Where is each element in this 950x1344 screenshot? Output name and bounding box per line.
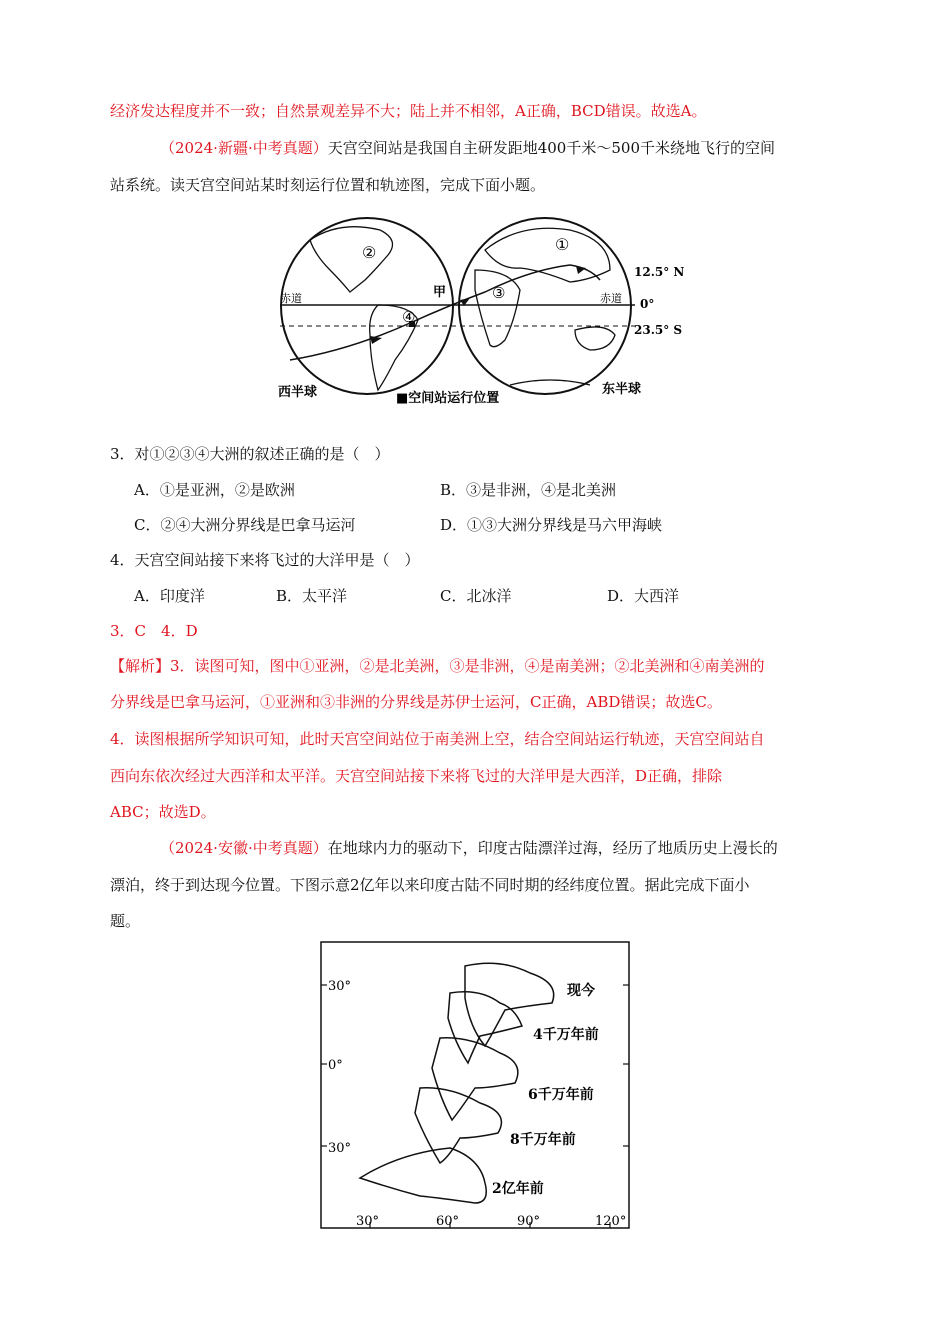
intro-text-cont-2: 题。 xyxy=(110,912,141,930)
label-40ma: 4千万年前 xyxy=(533,1027,599,1043)
label-continent-4: ④ xyxy=(402,308,416,326)
y-label-30s: 30° xyxy=(328,1141,352,1156)
q3-option-b[interactable]: B．③是非洲，④是北美洲 xyxy=(440,481,617,499)
label-ocean-jia: 甲 xyxy=(433,285,447,300)
y-label-0: 0° xyxy=(328,1058,343,1073)
answer-continuation: 经济发达程度并不一致；自然景观差异不大；陆上并不相邻，A正确，BCD错误。故选A。 xyxy=(110,102,707,120)
y-label-30n: 30° xyxy=(328,979,352,994)
antarctica-outline xyxy=(510,380,590,385)
africa-outline xyxy=(475,270,520,347)
q3-stem: 3．对①②③④大洲的叙述正确的是（ ） xyxy=(110,445,390,463)
label-80ma: 8千万年前 xyxy=(510,1132,576,1148)
source-tag: （2024·新疆·中考真题） xyxy=(160,139,328,157)
answer-key: 3．C 4．D xyxy=(110,622,198,640)
analysis-line-2: 分界线是巴拿马运河，①亚洲和③非洲的分界线是苏伊士运河，C正确，ABD错误；故选C。 xyxy=(110,693,722,711)
orbit-arrow-1 xyxy=(370,336,382,344)
india-40ma xyxy=(448,992,522,1063)
analysis-line-5: ABC；故选D。 xyxy=(110,803,216,821)
x-label-90: 90° xyxy=(517,1214,541,1229)
intro-text: 天宫空间站是我国自主研发距地400千米～500千米绕地飞行的空间 xyxy=(327,139,775,157)
q4-option-c[interactable]: C．北冰洋 xyxy=(440,587,512,605)
q4-stem: 4．天宫空间站接下来将飞过的大洋甲是（ ） xyxy=(110,551,420,569)
label-station-legend: ■空间站运行位置 xyxy=(396,391,500,406)
orbit-track xyxy=(290,265,600,360)
analysis-line-3: 4．读图根据所学知识可知，此时天宫空间站位于南美洲上空，结合空间站运行轨迹，天宫空间站自 xyxy=(110,730,765,748)
label-east-hemisphere: 东半球 xyxy=(602,382,642,397)
india-drift-map xyxy=(300,938,640,1238)
label-lat-23-5: 23.5° S xyxy=(634,323,683,337)
label-lat-0: 0° xyxy=(640,297,655,311)
q3-option-a[interactable]: A．①是亚洲，②是欧洲 xyxy=(134,481,295,499)
india-60ma xyxy=(432,1038,518,1120)
source-tag: （2024·安徽·中考真题） xyxy=(160,839,328,857)
intro-text: 在地球内力的驱动下，印度古陆漂洋过海，经历了地质历史上漫长的 xyxy=(327,839,778,857)
label-continent-1: ① xyxy=(555,235,570,254)
q4-option-a[interactable]: A．印度洋 xyxy=(134,587,205,605)
q4-option-d[interactable]: D．大西洋 xyxy=(607,587,680,605)
q3-option-d[interactable]: D．①③大洲分界线是马六甲海峡 xyxy=(440,516,663,534)
india-200ma xyxy=(360,1148,486,1203)
q3-option-c[interactable]: C．②④大洲分界线是巴拿马运河 xyxy=(134,516,356,534)
eurasia-outline xyxy=(485,228,610,282)
hemisphere-map xyxy=(270,210,690,410)
x-label-120: 120° xyxy=(595,1214,627,1229)
label-equator-left: 赤道 xyxy=(280,292,302,305)
label-60ma: 6千万年前 xyxy=(528,1087,594,1103)
x-label-30: 30° xyxy=(356,1214,380,1229)
label-now: 现今 xyxy=(567,983,595,999)
intro-text-cont: 站系统。读天宫空间站某时刻运行位置和轨迹图，完成下面小题。 xyxy=(110,176,546,194)
orbit-arrow-3 xyxy=(576,266,586,274)
q4-option-b[interactable]: B．太平洋 xyxy=(276,587,348,605)
label-equator-right: 赤道 xyxy=(600,292,622,305)
label-lat-12-5: 12.5° N xyxy=(634,265,685,279)
intro-text-cont: 漂泊，终于到达现今位置。下图示意2亿年以来印度古陆不同时期的经纬度位置。据此完成下面小 xyxy=(110,876,750,894)
label-continent-3: ③ xyxy=(492,284,506,302)
question-intro-anhui xyxy=(160,838,778,858)
question-intro-xinjiang xyxy=(160,138,775,158)
australia-outline xyxy=(575,327,615,350)
eastern-hemisphere-circle xyxy=(459,218,631,394)
north-america-outline xyxy=(310,227,393,292)
analysis-line-4: 西向东依次经过大西洋和太平洋。天宫空间站接下来将飞过的大洋甲是大西洋，D正确，排除 xyxy=(110,767,723,785)
analysis-line-1: 【解析】3．读图可知，图中①亚洲，②是北美洲，③是非洲，④是南美洲；②北美洲和④南美洲的 xyxy=(110,657,765,675)
label-200ma: 2亿年前 xyxy=(492,1181,544,1197)
x-label-60: 60° xyxy=(436,1214,460,1229)
label-continent-2: ② xyxy=(362,243,377,262)
label-west-hemisphere: 西半球 xyxy=(278,385,318,400)
